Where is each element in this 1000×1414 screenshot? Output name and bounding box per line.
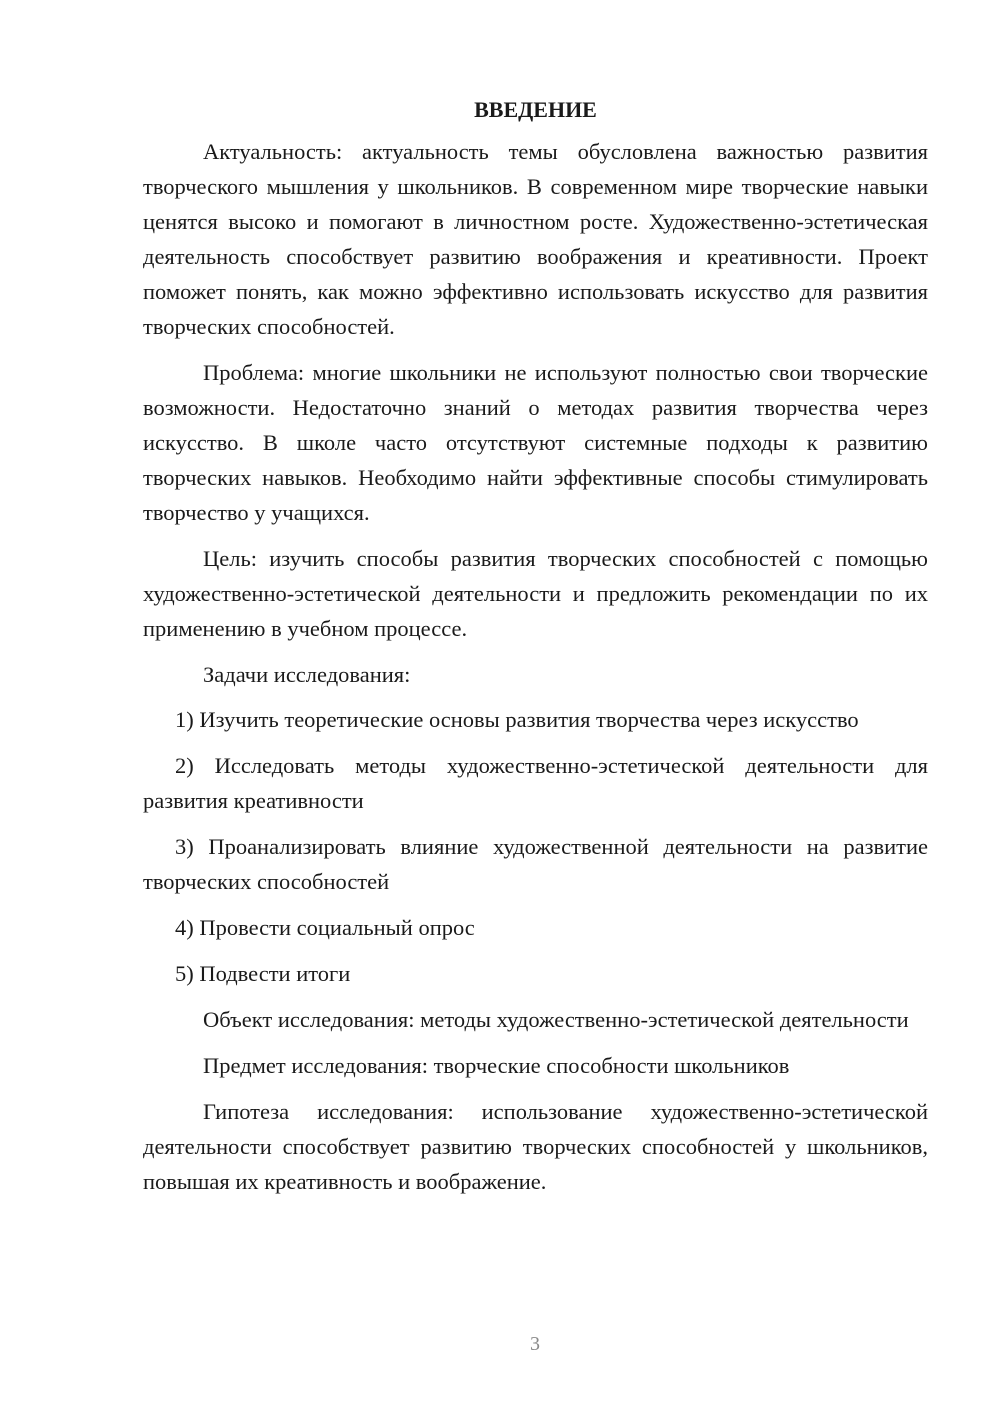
task-item-5: 5) Подвести итоги — [175, 961, 351, 986]
task-item-3: 3) Проанализировать влияние художественной деятельности на развитие творческих способностей — [143, 834, 928, 894]
subject-paragraph: Предмет исследования: творческие способности школьников — [203, 1053, 790, 1078]
tasks-heading: Задачи исследования: — [203, 662, 411, 687]
hypothesis-paragraph: Гипотеза исследования: использование художественно-эстетической деятельности способствует развитию творческих способностей у школьников, повышая их креативность и воображение. — [143, 1099, 928, 1194]
page-number: 3 — [530, 1333, 540, 1355]
page-title: ВВЕДЕНИЕ — [474, 97, 597, 122]
task-item-1: 1) Изучить теоретические основы развития творчества через искусство — [175, 707, 859, 732]
object-paragraph: Объект исследования: методы художественно-эстетической деятельности — [203, 1007, 909, 1032]
task-item-2: 2) Исследовать методы художественно-эстетической деятельности для развития креативности — [143, 753, 928, 813]
task-item-4: 4) Провести социальный опрос — [175, 915, 475, 940]
problem-paragraph: Проблема: многие школьники не используют полностью свои творческие возможности. Недостаточно знаний о методах развития творчества через искусство. В школе часто отсутствуют системные подходы к развитию творческих навыков. Необходимо найти эффективные способы стимулировать творчество у учащихся. — [143, 360, 928, 525]
relevance-paragraph: Актуальность: актуальность темы обусловлена важностью развития творческого мышления у школьников. В современном мире творческие навыки ценятся высоко и помогают в личностном росте. Художественно-эстетическая деятельность способствует развитию воображения и креативности. Проект поможет понять, как можно эффективно использовать искусство для развития творческих способностей. — [143, 139, 928, 339]
page-content — [143, 92, 928, 1210]
goal-paragraph: Цель: изучить способы развития творческих способностей с помощью художественно-эстетической деятельности и предложить рекомендации по их применению в учебном процессе. — [143, 546, 928, 641]
